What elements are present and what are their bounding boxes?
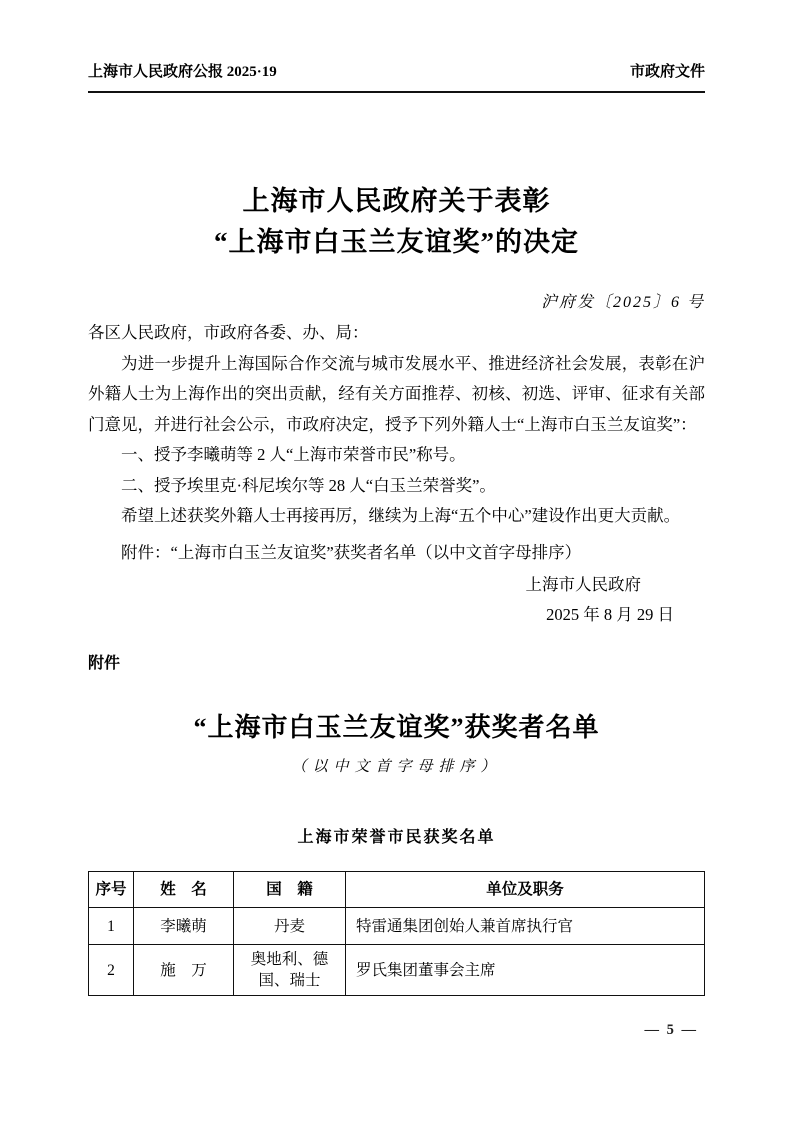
cell-index: 1	[89, 908, 134, 945]
page-header	[88, 0, 705, 93]
gazette-issue-label: 上海市人民政府公报 2025·19	[88, 64, 277, 80]
cell-position: 罗氏集团董事会主席	[346, 945, 705, 996]
body-paragraph-2: 希望上述获奖外籍人士再接再厉，继续为上海“五个中心”建设作出更大贡献。	[121, 506, 681, 525]
salutation: 各区人民政府，市政府各委、办、局：	[88, 323, 369, 342]
body-item-2: 二、授予埃里克·科尼埃尔等 28 人“白玉兰荣誉奖”。	[121, 475, 496, 495]
signature-date: 2025 年 8 月 29 日	[546, 605, 674, 624]
cell-position: 特雷通集团创始人兼首席执行官	[346, 908, 705, 945]
cell-nationality: 奥地利、德国、瑞士	[234, 945, 346, 996]
cell-index: 2	[89, 945, 134, 996]
document-number: 沪府发〔2025〕6 号	[540, 294, 705, 311]
document-title-line2: “上海市白玉兰友谊奖”的决定	[214, 227, 579, 257]
signature-issuer: 上海市人民政府	[525, 575, 641, 594]
body-item-1: 一、授予李曦萌等 2 人“上海市荣誉市民”称号。	[121, 445, 466, 464]
table-row	[89, 908, 705, 945]
page-number: — 5 —	[644, 1022, 698, 1038]
body-paragraph-1: 为进一步提升上海国际合作交流与城市发展水平、推进经济社会发展，表彰在沪外籍人士为上海作出的突出贡献，经有关方面推荐、初核、初选、评审、征求有关部门意见，并进行社会公示，市政府决定，授予下列外籍人士“上海市白玉兰友谊奖”：	[88, 353, 705, 434]
header-cell-index: 序号	[89, 872, 134, 908]
document-title-line1: 上海市人民政府关于表彰	[242, 186, 551, 216]
cell-name: 施 万	[134, 945, 234, 996]
table-row	[89, 945, 705, 996]
attachment-label: 附件	[88, 655, 121, 672]
header-cell-nationality: 国 籍	[234, 872, 346, 908]
attachment-title: “上海市白玉兰友谊奖”获奖者名单	[193, 713, 600, 742]
document-body	[88, 318, 705, 532]
attachment-note: 附件：“上海市白玉兰友谊奖”获奖者名单（以中文首字母排序）	[121, 542, 582, 562]
attachment-subtitle: （以中文首字母排序）	[291, 759, 502, 775]
cell-name: 李曦萌	[134, 908, 234, 945]
table-header-row	[89, 872, 705, 908]
document-title	[88, 181, 705, 263]
honorary-citizen-list-title: 上海市荣誉市民获奖名单	[297, 829, 496, 846]
document-category-label: 市政府文件	[629, 64, 705, 80]
header-cell-name: 姓 名	[134, 872, 234, 908]
cell-nationality: 丹麦	[234, 908, 346, 945]
header-cell-position: 单位及职务	[346, 872, 705, 908]
awardee-table	[88, 871, 705, 996]
